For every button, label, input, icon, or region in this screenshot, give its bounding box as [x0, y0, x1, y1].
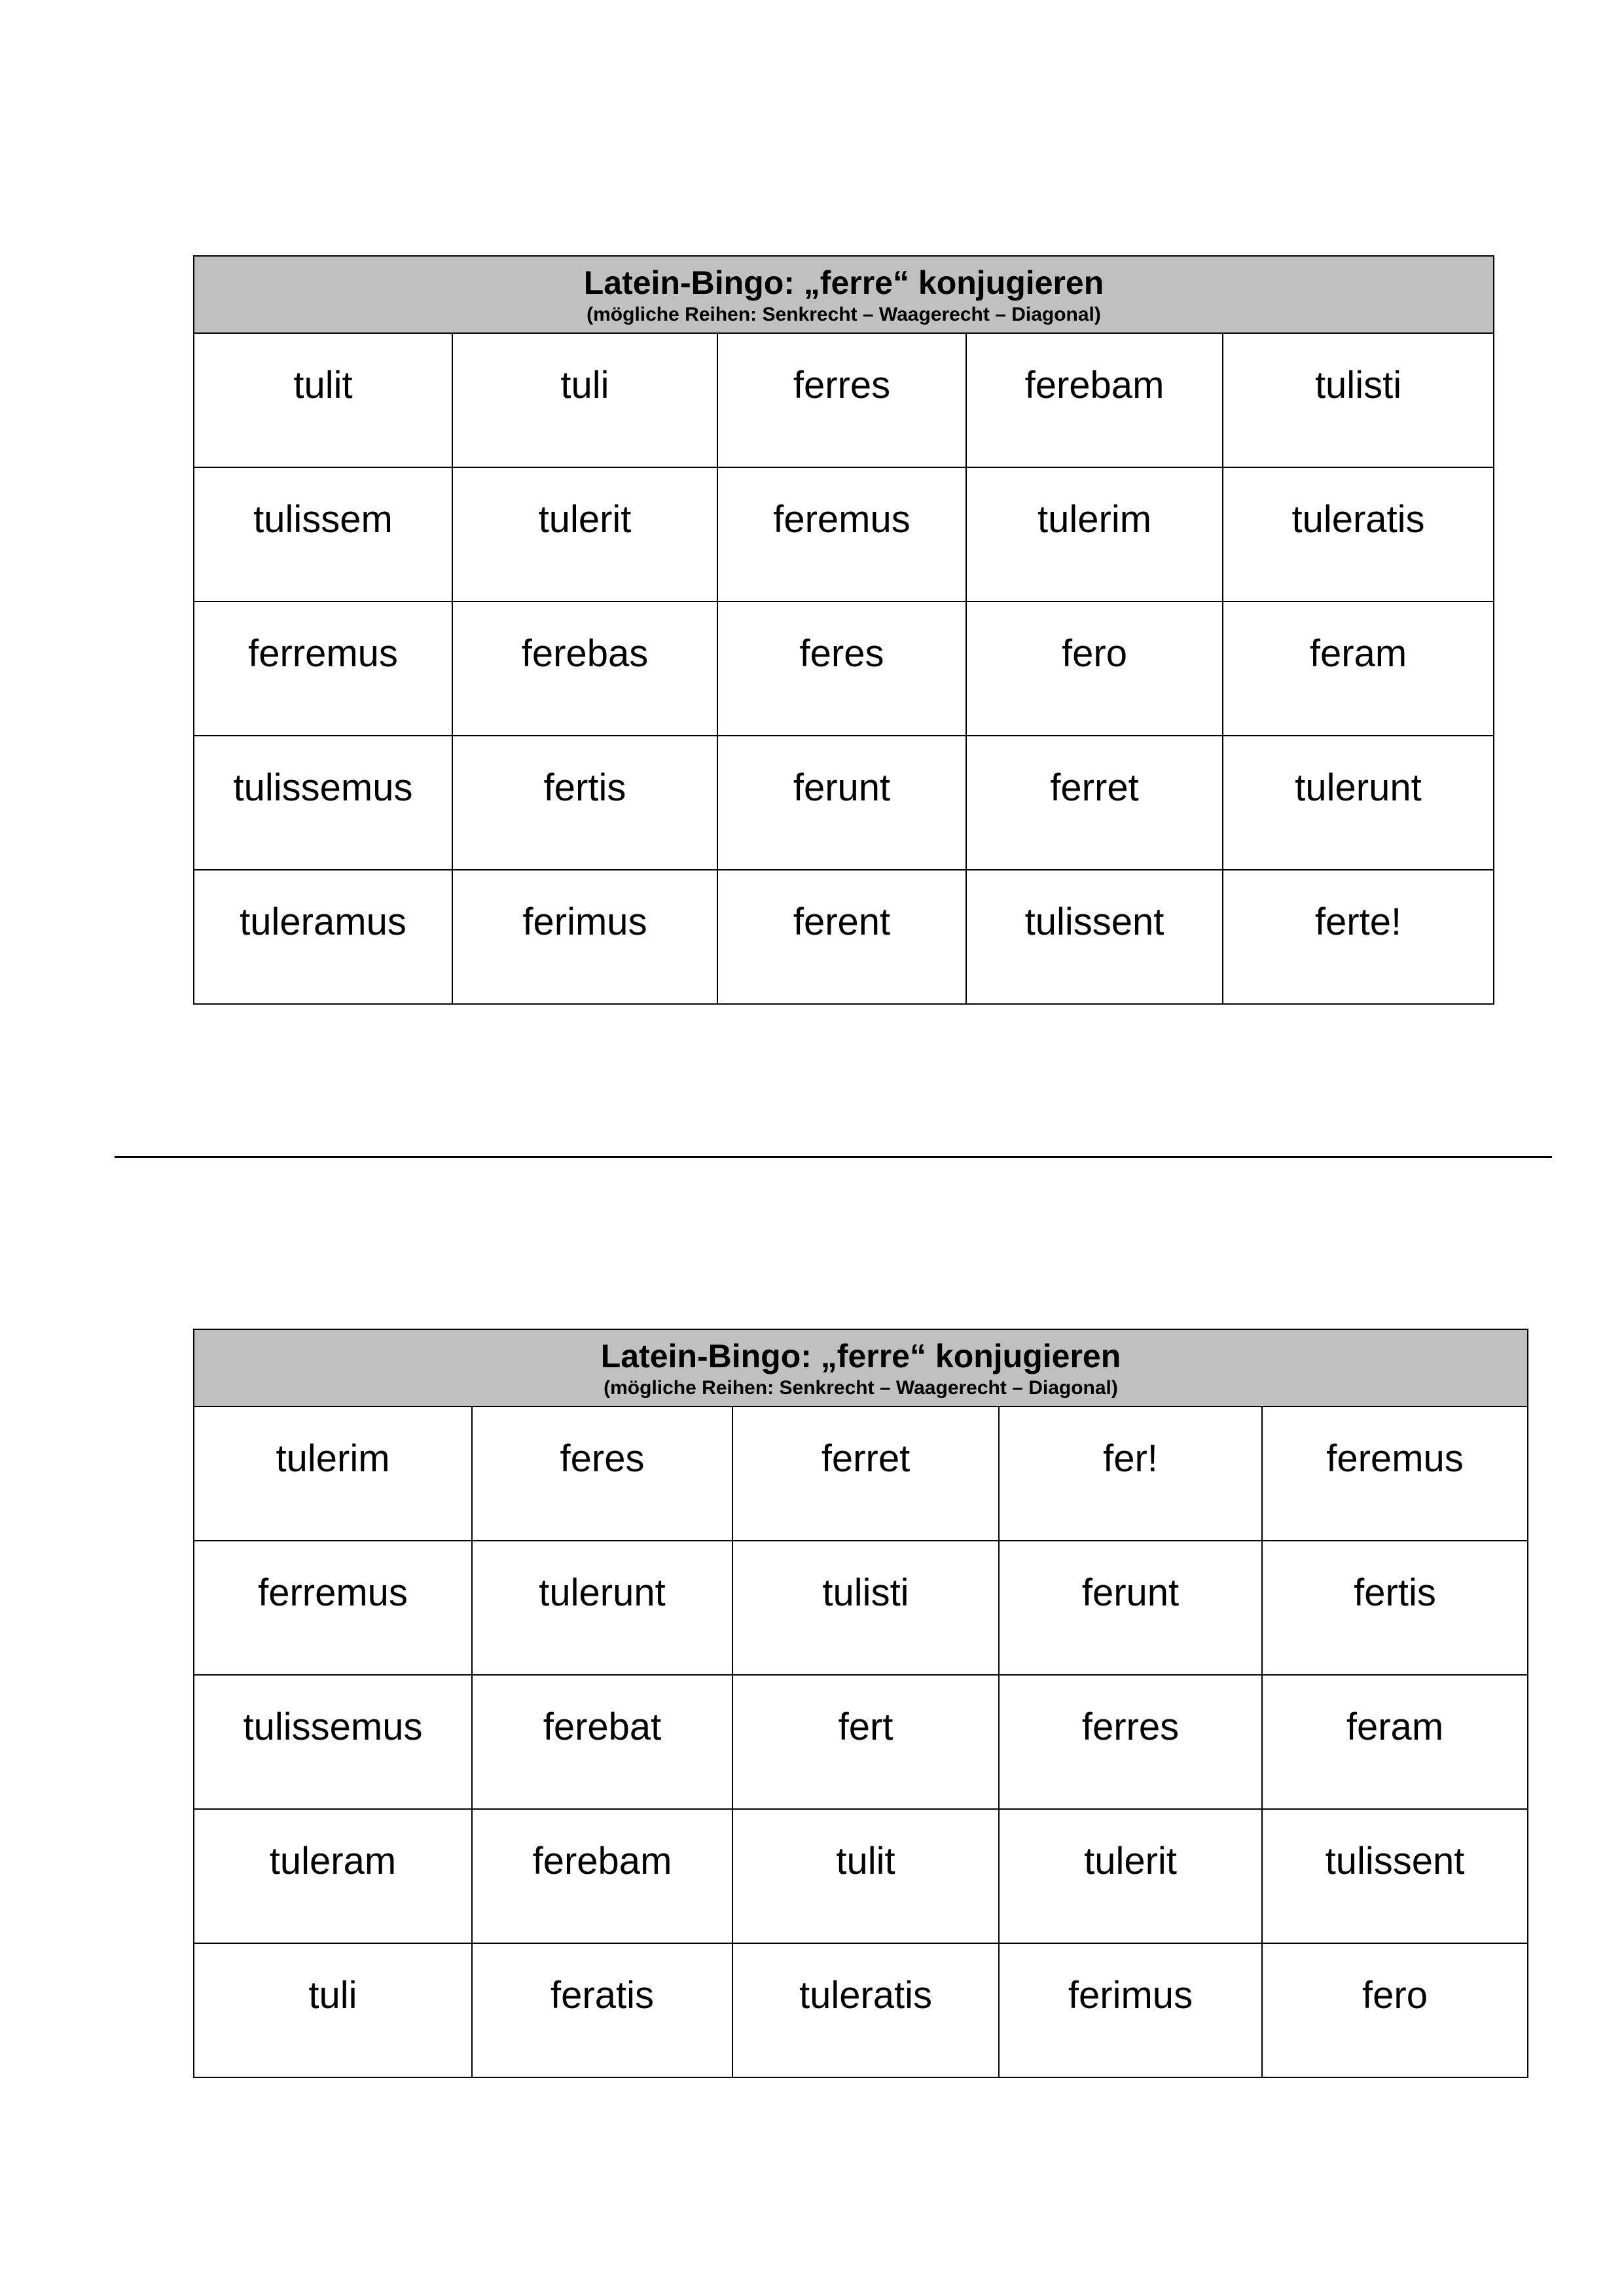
- bingo-cell: fertis: [1262, 1541, 1528, 1675]
- table-row: [194, 1407, 1528, 1541]
- bingo-cell: tulissent: [1262, 1809, 1528, 1943]
- bingo-cell: tulit: [194, 333, 452, 467]
- card-header: [194, 1329, 1528, 1407]
- table-row: [194, 601, 1494, 736]
- bingo-cell: ferebam: [472, 1809, 732, 1943]
- card-title: Latein-Bingo: „ferre“ konjugieren: [600, 1338, 1121, 1374]
- bingo-cell: feram: [1223, 601, 1494, 736]
- table-row: [194, 1943, 1528, 2077]
- bingo-cell: ferremus: [194, 601, 452, 736]
- table-row: [194, 333, 1494, 467]
- bingo-cell: fero: [966, 601, 1223, 736]
- bingo-cell: tuli: [452, 333, 717, 467]
- bingo-cell: tulerit: [999, 1809, 1262, 1943]
- bingo-cell: ferres: [999, 1675, 1262, 1809]
- table-row: [194, 1809, 1528, 1943]
- bingo-cell: tulit: [732, 1809, 999, 1943]
- card-title: Latein-Bingo: „ferre“ konjugieren: [583, 264, 1104, 301]
- table-row: [194, 1541, 1528, 1675]
- bingo-cell: tulerim: [966, 467, 1223, 601]
- bingo-cell: ferebam: [966, 333, 1223, 467]
- bingo-cell: ferret: [966, 736, 1223, 870]
- bingo-cell: tuleram: [194, 1809, 472, 1943]
- card-subtitle: (mögliche Reihen: Senkrecht – Waagerecht – Diagonal): [604, 1377, 1118, 1399]
- bingo-cell: tuleratis: [1223, 467, 1494, 601]
- table-row: [194, 467, 1494, 601]
- bingo-cell: tuleramus: [194, 870, 452, 1004]
- bingo-cell: fero: [1262, 1943, 1528, 2077]
- bingo-cell: feres: [472, 1407, 732, 1541]
- bingo-cell: ferimus: [999, 1943, 1262, 2077]
- bingo-cell: tuli: [194, 1943, 472, 2077]
- bingo-cell: tulissent: [966, 870, 1223, 1004]
- bingo-cell: ferunt: [717, 736, 966, 870]
- bingo-cell: tulisti: [1223, 333, 1494, 467]
- bingo-cell: tuleratis: [732, 1943, 999, 2077]
- bingo-cell: feres: [717, 601, 966, 736]
- table-row: [194, 1675, 1528, 1809]
- bingo-cell: ferres: [717, 333, 966, 467]
- bingo-cell: tulerim: [194, 1407, 472, 1541]
- bingo-cell: feremus: [717, 467, 966, 601]
- bingo-cell: ferebat: [472, 1675, 732, 1809]
- bingo-cell: tulissem: [194, 467, 452, 601]
- bingo-cell: tulissemus: [194, 1675, 472, 1809]
- bingo-cell: tulissemus: [194, 736, 452, 870]
- bingo-cell: fert: [732, 1675, 999, 1809]
- bingo-cell: feratis: [472, 1943, 732, 2077]
- bingo-cell: feram: [1262, 1675, 1528, 1809]
- card-header: [194, 256, 1494, 333]
- bingo-cell: ferremus: [194, 1541, 472, 1675]
- bingo-cell: tulerit: [452, 467, 717, 601]
- table-row: [194, 870, 1494, 1004]
- bingo-cell: ferunt: [999, 1541, 1262, 1675]
- bingo-cell: tulisti: [732, 1541, 999, 1675]
- bingo-cell: tulerunt: [472, 1541, 732, 1675]
- bingo-card-1: [193, 255, 1494, 1005]
- card-subtitle: (mögliche Reihen: Senkrecht – Waagerecht – Diagonal): [586, 304, 1101, 325]
- bingo-cell: ferimus: [452, 870, 717, 1004]
- bingo-cell: ferte!: [1223, 870, 1494, 1004]
- bingo-cell: feremus: [1262, 1407, 1528, 1541]
- bingo-card-2: [193, 1329, 1528, 2078]
- bingo-cell: ferebas: [452, 601, 717, 736]
- bingo-cell: ferret: [732, 1407, 999, 1541]
- bingo-cell: fer!: [999, 1407, 1262, 1541]
- bingo-cell: tulerunt: [1223, 736, 1494, 870]
- table-row: [194, 736, 1494, 870]
- bingo-cell: fertis: [452, 736, 717, 870]
- cut-line: [115, 1156, 1552, 1158]
- bingo-cell: ferent: [717, 870, 966, 1004]
